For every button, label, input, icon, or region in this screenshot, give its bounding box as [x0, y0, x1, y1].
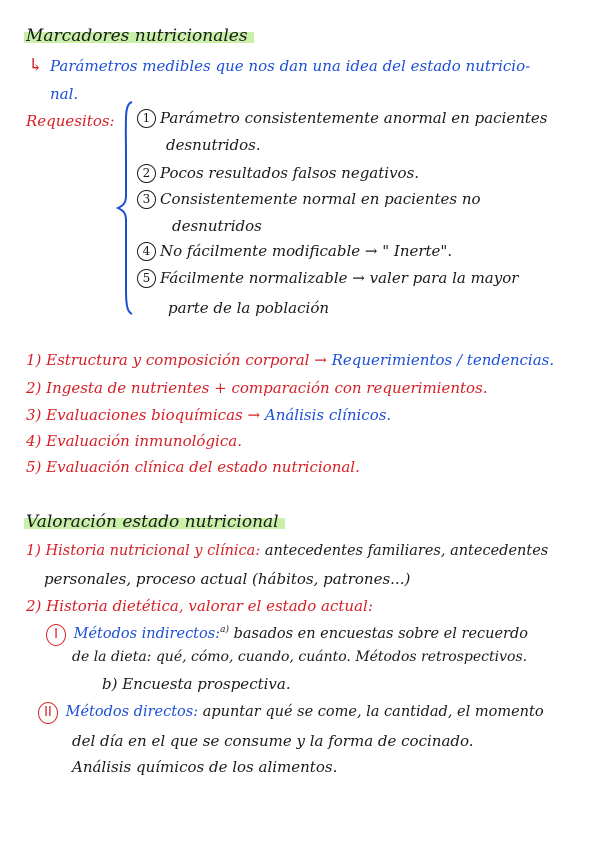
requirement-5: 5 Fácilmente normalizable → valer para la mayor: [137, 268, 518, 288]
brace-bracket: [116, 100, 136, 316]
definition-line-2: nal.: [50, 85, 79, 103]
requisitos-label: Requesitos:: [26, 112, 115, 130]
method-indirect: I Métodos indirectos:$^{a)}$ basados en encuestas sobre el recuerdo: [46, 620, 528, 646]
type-5: 5) Evaluación clínica del estado nutricional.: [26, 458, 360, 476]
section-title-valoracion: Valoración estado nutricional: [24, 512, 285, 532]
requirement-2: 2 Pocos resultados falsos negativos.: [137, 163, 419, 183]
definition-arrow-icon: ↳: [28, 55, 44, 76]
type-4: 4) Evaluación inmunológica.: [26, 432, 242, 450]
method-direct-line-2: del día en el que se consume y la forma de cocinado.: [72, 732, 474, 750]
valoracion-item-1: 1) Historia nutricional y clínica: antecedentes familiares, antecedentes: [26, 543, 549, 559]
type-1: 1) Estructura y composición corporal → Requerimientos / tendencias.: [26, 351, 555, 369]
method-direct: II Métodos directos: apuntar qué se come, la cantidad, el momento: [38, 702, 544, 724]
type-2: 2) Ingesta de nutrientes + comparación con requerimientos.: [26, 379, 488, 397]
requirement-1-line-2: desnutridos.: [166, 136, 261, 154]
method-indirect-line-2: de la dieta: qué, cómo, cuando, cuánto. Métodos retrospectivos.: [72, 649, 528, 665]
valoracion-item-2: 2) Historia dietética, valorar el estado actual:: [26, 597, 373, 615]
valoracion-item-1-line-2: personales, proceso actual (hábitos, patrones...): [44, 570, 411, 588]
method-indirect-line-3: b) Encuesta prospectiva.: [102, 675, 291, 693]
definition-line-1: Parámetros medibles que nos dan una idea del estado nutricio-: [50, 57, 531, 75]
requirement-3: 3 Consistentemente normal en pacientes no: [137, 189, 481, 209]
method-direct-line-3: Análisis químicos de los alimentos.: [72, 758, 338, 776]
requirement-5-line-2: parte de la población: [168, 299, 330, 317]
requirement-1: 1 Parámetro consistentemente anormal en pacientes: [137, 108, 548, 128]
type-3: 3) Evaluaciones bioquímicas → Análisis clínicos.: [26, 406, 392, 424]
requirement-3-line-2: desnutridos: [172, 217, 262, 235]
requirement-4: 4 No fácilmente modificable → " Inerte".: [137, 241, 452, 261]
section-title-marcadores: Marcadores nutricionales: [24, 26, 254, 46]
